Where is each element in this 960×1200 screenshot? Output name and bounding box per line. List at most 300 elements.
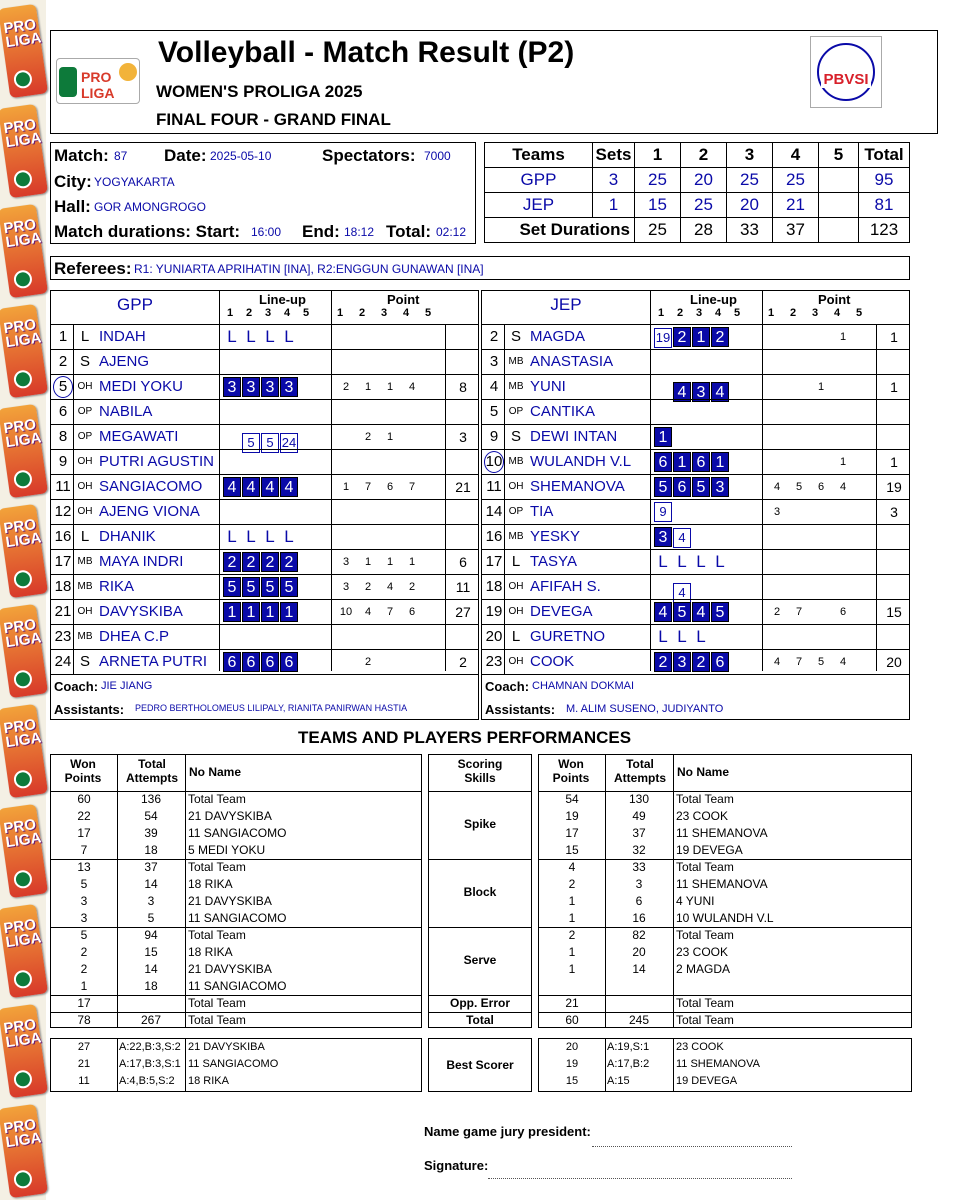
- set-point: 4: [364, 606, 372, 618]
- set-point: [357, 500, 379, 524]
- player-number: 9: [489, 428, 499, 445]
- player-number: 20: [485, 628, 503, 645]
- lineup-cell: 1: [223, 602, 241, 622]
- coach-row: [51, 674, 478, 698]
- score-cell: 25: [635, 168, 681, 193]
- lineup-cell: 24: [280, 433, 298, 453]
- libero-cell: L: [696, 627, 706, 646]
- player-position: OH: [77, 506, 93, 517]
- lineup-cell: 2: [654, 652, 672, 672]
- lineup-cell: 4: [692, 602, 710, 622]
- set-point: 1: [386, 556, 394, 568]
- stripe-logo: [0, 304, 48, 398]
- perf-won: 1: [568, 962, 576, 976]
- best-skill-box: [428, 1038, 532, 1092]
- player-position: OH: [77, 481, 93, 492]
- set-point: [766, 325, 788, 349]
- player-total: 21: [455, 479, 471, 495]
- set-point: 3: [342, 556, 350, 568]
- col-divider: [605, 1039, 606, 1091]
- set-point: [423, 400, 445, 424]
- set-point: [423, 550, 445, 574]
- set-point: [401, 625, 423, 649]
- lineup-cells: [654, 477, 730, 497]
- lineup-cells: [223, 652, 299, 672]
- player-name: AFIFAH S.: [530, 578, 601, 595]
- point-set-number: 5: [425, 307, 432, 319]
- player-position: OP: [77, 406, 93, 417]
- lineup-cell: 2: [692, 652, 710, 672]
- logo-stripe: [0, 0, 46, 1200]
- lineup-cell: 4: [223, 477, 241, 497]
- player-row: [51, 649, 478, 674]
- perf-won: 2: [80, 962, 88, 976]
- set-point: [401, 350, 423, 374]
- lineup-cell: 1: [711, 452, 729, 472]
- player-number: 2: [489, 328, 499, 345]
- group-divider: [429, 791, 531, 792]
- player-name: NABILA: [99, 403, 153, 420]
- lineup-cell: 2: [223, 552, 241, 572]
- player-number: 23: [54, 628, 72, 645]
- set-point: 3: [342, 581, 350, 593]
- best-scorer-table: [50, 1038, 912, 1094]
- set-point: [423, 350, 445, 374]
- player-row: [482, 349, 909, 374]
- perf-attempts: 16: [632, 911, 646, 925]
- set-point: [788, 575, 810, 599]
- set-point: [335, 350, 357, 374]
- col-divider: [73, 375, 74, 399]
- stripe-logo-text: PRO LIGA: [2, 16, 43, 52]
- lineup-cell: 6: [673, 477, 691, 497]
- perf-table: [50, 754, 912, 1028]
- set-point: 10: [339, 606, 353, 618]
- player-row: [51, 624, 478, 649]
- lineup-cell: 1: [280, 602, 298, 622]
- set-point: [766, 625, 788, 649]
- perf-won: 17: [77, 996, 91, 1010]
- lineup-cell: 6: [711, 652, 729, 672]
- set-point: [379, 525, 401, 549]
- perf-player: 18 RIKA: [188, 877, 233, 891]
- set-point: 6: [386, 481, 394, 493]
- set-point: [788, 375, 810, 399]
- signature-label: Signature:: [424, 1158, 489, 1173]
- perf-attempts: 3: [635, 877, 643, 891]
- point-label: Point: [387, 292, 420, 307]
- lineup-set-number: 1: [658, 307, 665, 319]
- perf-won: 22: [77, 809, 91, 823]
- col-divider: [504, 475, 505, 499]
- perf-player: 11 SANGIACOMO: [188, 979, 287, 993]
- perf-won: 4: [568, 860, 576, 874]
- lineup-cells: [223, 377, 299, 397]
- score-cell: 81: [874, 195, 894, 214]
- lineup-cell: 3: [280, 377, 298, 397]
- perf-attempts: 245: [628, 1013, 650, 1027]
- set-durations-row: [485, 218, 910, 243]
- lineup-cell: 6: [654, 452, 672, 472]
- set-point: 1: [364, 556, 372, 568]
- player-number: 21: [54, 603, 72, 620]
- empty-cell: [654, 577, 672, 597]
- best-points: 19: [565, 1058, 579, 1070]
- set-point: [401, 500, 423, 524]
- set-point: [423, 575, 445, 599]
- player-position: L: [80, 528, 90, 545]
- player-number: 17: [485, 553, 503, 570]
- perf-won: 3: [80, 894, 88, 908]
- player-total: [447, 400, 479, 424]
- player-row: [51, 474, 478, 499]
- set-point: [423, 500, 445, 524]
- best-breakdown: A:17,B:2: [607, 1058, 650, 1070]
- player-name: SANGIACOMO: [99, 478, 203, 495]
- perf-attempts: 6: [635, 894, 643, 908]
- col-divider: [504, 350, 505, 374]
- signature-line: [488, 1178, 792, 1179]
- player-position: L: [80, 328, 90, 345]
- lineup-cells: [223, 477, 299, 497]
- player-name: COOK: [530, 653, 575, 670]
- score-header-cell: 5: [819, 143, 859, 168]
- stripe-logo-ball: [13, 69, 33, 89]
- best-breakdown: A:15: [607, 1075, 630, 1087]
- perf-player: 23 COOK: [676, 945, 729, 959]
- player-total: 2: [459, 654, 467, 670]
- player-number: 23: [485, 653, 503, 670]
- player-total: [878, 425, 910, 449]
- set-durations-label: Set Durations: [485, 218, 635, 243]
- score-cell: JEP: [485, 193, 593, 218]
- libero-cell: L: [658, 627, 668, 646]
- col-divider: [504, 325, 505, 349]
- player-position: L: [511, 628, 521, 645]
- set-point: [832, 500, 854, 524]
- score-header-cell: 4: [773, 143, 819, 168]
- noname-header: No Name: [677, 765, 730, 779]
- libero-cell: L: [284, 327, 294, 346]
- player-position: OH: [77, 606, 93, 617]
- libero-cell: L: [677, 552, 687, 571]
- player-position: OH: [508, 581, 524, 592]
- score-header-cell: Teams: [485, 143, 593, 168]
- player-row: [482, 499, 909, 524]
- stripe-logo-text: PRO LIGA: [2, 816, 43, 852]
- player-position: OH: [508, 606, 524, 617]
- perf-won: 3: [80, 911, 88, 925]
- player-number: 1: [58, 328, 68, 345]
- col-divider: [73, 525, 74, 549]
- set-point: 1: [364, 381, 372, 393]
- player-name: YUNI: [530, 378, 566, 395]
- player-name: DHEA C.P: [99, 628, 170, 645]
- referees: R1: YUNIARTA APRIHATIN [INA], R2:ENGGUN GUNAWAN [INA]: [134, 262, 484, 276]
- assistants-label: Assistants:: [54, 702, 125, 717]
- set-point: [810, 575, 832, 599]
- set-point: [766, 550, 788, 574]
- perf-player: 21 DAVYSKIBA: [188, 962, 272, 976]
- lineup-set-number: 3: [696, 307, 703, 319]
- set-point: [832, 525, 854, 549]
- best-breakdown: A:4,B:5,S:2: [119, 1075, 175, 1087]
- score-cell: 20: [727, 193, 773, 218]
- col-divider: [73, 550, 74, 574]
- score-header-cell: Sets: [593, 143, 635, 168]
- lineup-cell: 5: [673, 602, 691, 622]
- stripe-logo-ball: [13, 269, 33, 289]
- team-name: JEP: [550, 295, 582, 314]
- set-point: [423, 325, 445, 349]
- skill-label: Best Scorer: [446, 1058, 514, 1072]
- player-row: [51, 524, 478, 549]
- stripe-logo-ball: [13, 669, 33, 689]
- lineup-label: Line-up: [690, 292, 737, 307]
- lineup-cell: 4: [673, 382, 691, 402]
- point-set-number: 3: [381, 307, 388, 319]
- player-name: MAYA INDRI: [99, 553, 184, 570]
- referees-label: Referees:: [54, 259, 132, 278]
- set-point: [810, 625, 832, 649]
- duration-cell: 37: [773, 218, 819, 243]
- player-number: 4: [489, 378, 499, 395]
- lineup-cell: 3: [261, 377, 279, 397]
- stripe-logo-text: PRO LIGA: [2, 516, 43, 552]
- end-label: End:: [302, 222, 340, 241]
- lineup-set-number: 2: [246, 307, 253, 319]
- perf-player: Total Team: [676, 928, 734, 942]
- skill-label: Spike: [463, 817, 496, 831]
- player-row: [51, 349, 478, 374]
- perf-player: Total Team: [676, 860, 734, 874]
- set-point: [832, 625, 854, 649]
- set-point: [766, 450, 788, 474]
- set-point: [423, 650, 445, 674]
- set-point: 5: [817, 656, 825, 668]
- set-point: 1: [386, 381, 394, 393]
- phase: FINAL FOUR - GRAND FINAL: [156, 110, 391, 129]
- player-number: 11: [486, 478, 502, 495]
- hall-label: Hall:: [54, 197, 91, 216]
- player-position: OH: [508, 481, 524, 492]
- perf-won: 78: [77, 1013, 91, 1027]
- libero-cell: L: [265, 527, 275, 546]
- performance-title: TEAMS AND PLAYERS PERFORMANCES: [298, 728, 632, 747]
- player-position: OH: [77, 456, 93, 467]
- player-row: [482, 649, 909, 674]
- point-set-number: 3: [812, 307, 819, 319]
- player-name: TIA: [530, 503, 554, 520]
- point-set-number: 4: [834, 307, 841, 319]
- assistants-label: Assistants:: [485, 702, 556, 717]
- player-row: [482, 524, 909, 549]
- set-point: [832, 375, 854, 399]
- perf-won: 7: [80, 843, 88, 857]
- spectators: 7000: [424, 149, 451, 163]
- player-total: [447, 525, 479, 549]
- best-player: 18 RIKA: [188, 1075, 229, 1087]
- set-point: [810, 525, 832, 549]
- perf-won: 2: [568, 877, 576, 891]
- player-name: ARNETA PUTRI: [99, 653, 208, 670]
- set-point: [766, 375, 788, 399]
- set-point: [335, 425, 357, 449]
- lineup-cell: 4: [242, 477, 260, 497]
- player-number: 9: [58, 453, 68, 470]
- player-number: 8: [58, 428, 68, 445]
- lineup-cell: 2: [711, 327, 729, 347]
- libero-cell: L: [658, 552, 668, 571]
- stripe-logo: [0, 904, 48, 998]
- perf-attempts: 20: [632, 945, 646, 959]
- perf-attempts: 14: [144, 962, 158, 976]
- perf-attempts: 14: [144, 877, 158, 891]
- pbvsi-logo: PBVSI: [810, 36, 882, 108]
- lineup-cell: 5: [711, 602, 729, 622]
- libero-cell: L: [246, 527, 256, 546]
- roster-away: [481, 290, 910, 720]
- set-point: [810, 425, 832, 449]
- score-row-home: [485, 168, 910, 193]
- col-divider: [185, 755, 186, 1027]
- player-row: [51, 499, 478, 524]
- perf-player: 11 SHEMANOVA: [676, 826, 768, 840]
- col-divider: [504, 600, 505, 624]
- set-point: [335, 500, 357, 524]
- perf-player: Total Team: [188, 996, 246, 1010]
- best-player: 23 COOK: [676, 1041, 724, 1053]
- set-point: [788, 450, 810, 474]
- total-time: 02:12: [436, 225, 467, 239]
- player-name: MAGDA: [530, 328, 586, 345]
- assistants-row: [51, 698, 478, 720]
- perf-attempts: 37: [632, 826, 646, 840]
- stripe-logo-ball: [13, 869, 33, 889]
- player-row: [482, 424, 909, 449]
- total-label: Total:: [386, 222, 432, 241]
- lineup-cell: 4: [673, 528, 691, 548]
- col-divider: [73, 600, 74, 624]
- set-point: [788, 550, 810, 574]
- col-divider: [504, 650, 505, 674]
- player-number: 5: [53, 376, 73, 398]
- set-point: 1: [839, 456, 847, 468]
- set-point: [810, 600, 832, 624]
- skill-label: Serve: [463, 953, 497, 967]
- best-away-box: [538, 1038, 912, 1092]
- player-position: OP: [508, 506, 524, 517]
- set-point: 1: [386, 431, 394, 443]
- player-name: INDAH: [99, 328, 146, 345]
- perf-attempts: 82: [632, 928, 646, 942]
- set-point: 4: [386, 581, 394, 593]
- lineup-cell: 3: [673, 652, 691, 672]
- libero-cell: L: [227, 327, 237, 346]
- score-cell: 25: [773, 168, 819, 193]
- set-point: [832, 550, 854, 574]
- lineup-cell: 1: [673, 452, 691, 472]
- player-total: [447, 500, 479, 524]
- set-point: [335, 325, 357, 349]
- stripe-logo-text: PRO LIGA: [2, 416, 43, 452]
- set-point: [766, 525, 788, 549]
- player-name: SHEMANOVA: [530, 478, 625, 495]
- perf-won: 17: [565, 826, 579, 840]
- perf-won: 2: [568, 928, 576, 942]
- score-cell: 3: [593, 168, 635, 193]
- lineup-cells: [654, 527, 692, 547]
- set-point: [810, 500, 832, 524]
- lineup-cells: [223, 427, 299, 450]
- perf-attempts: 5: [147, 911, 155, 925]
- score-cell: 25: [727, 168, 773, 193]
- perf-attempts: 136: [140, 792, 162, 806]
- col-divider: [504, 525, 505, 549]
- stripe-logo: [0, 804, 48, 898]
- player-row: [51, 449, 478, 474]
- set-point: [854, 475, 876, 499]
- stripe-logo-text: PRO LIGA: [2, 616, 43, 652]
- perf-attempts: 15: [144, 945, 158, 959]
- lineup-set-number: 5: [303, 307, 310, 319]
- lineup-cell: 6: [223, 652, 241, 672]
- lineup-label: Line-up: [259, 292, 306, 307]
- score-cell: [819, 168, 859, 193]
- set-point: [423, 525, 445, 549]
- perf-attempts: 18: [144, 979, 158, 993]
- assistants-names: PEDRO BERTHOLOMEUS LILIPALY, RIANITA PANIRWAN HASTIA: [135, 703, 408, 713]
- player-position: OH: [77, 381, 93, 392]
- perf-player: 11 SHEMANOVA: [676, 877, 768, 891]
- set-point: 2: [773, 606, 781, 618]
- perf-player: Total Team: [676, 1013, 734, 1027]
- col-divider: [73, 475, 74, 499]
- set-point: [788, 625, 810, 649]
- lineup-cell: 5: [261, 577, 279, 597]
- scoring-skills-header: Scoring Skills: [457, 757, 503, 785]
- lineup-cell: 1: [261, 602, 279, 622]
- col-divider: [73, 625, 74, 649]
- player-number: 18: [54, 578, 72, 595]
- lineup-cells: [223, 327, 299, 347]
- set-point: 3: [773, 506, 781, 518]
- perf-player: 18 RIKA: [188, 945, 233, 959]
- lineup-cell: 6: [242, 652, 260, 672]
- stripe-logo-text: PRO LIGA: [2, 1016, 43, 1052]
- set-point: [810, 550, 832, 574]
- col-divider: [73, 350, 74, 374]
- perf-player: 23 COOK: [676, 809, 729, 823]
- lineup-set-number: 1: [227, 307, 234, 319]
- lineup-cell: 2: [261, 552, 279, 572]
- lineup-set-number: 4: [284, 307, 291, 319]
- team-name: GPP: [117, 295, 153, 314]
- col-divider: [185, 1039, 186, 1091]
- stripe-logo: [0, 4, 48, 98]
- player-total: 3: [890, 504, 898, 520]
- set-point: [423, 425, 445, 449]
- player-position: MB: [77, 556, 93, 567]
- set-point: [854, 500, 876, 524]
- best-player: 21 DAVYSKIBA: [188, 1041, 265, 1053]
- player-name: DEWI INTAN: [530, 428, 618, 445]
- player-row: [482, 474, 909, 499]
- stripe-logo: [0, 1004, 48, 1098]
- score-cell: 15: [635, 193, 681, 218]
- perf-attempts: 3: [147, 894, 155, 908]
- set-point: [379, 350, 401, 374]
